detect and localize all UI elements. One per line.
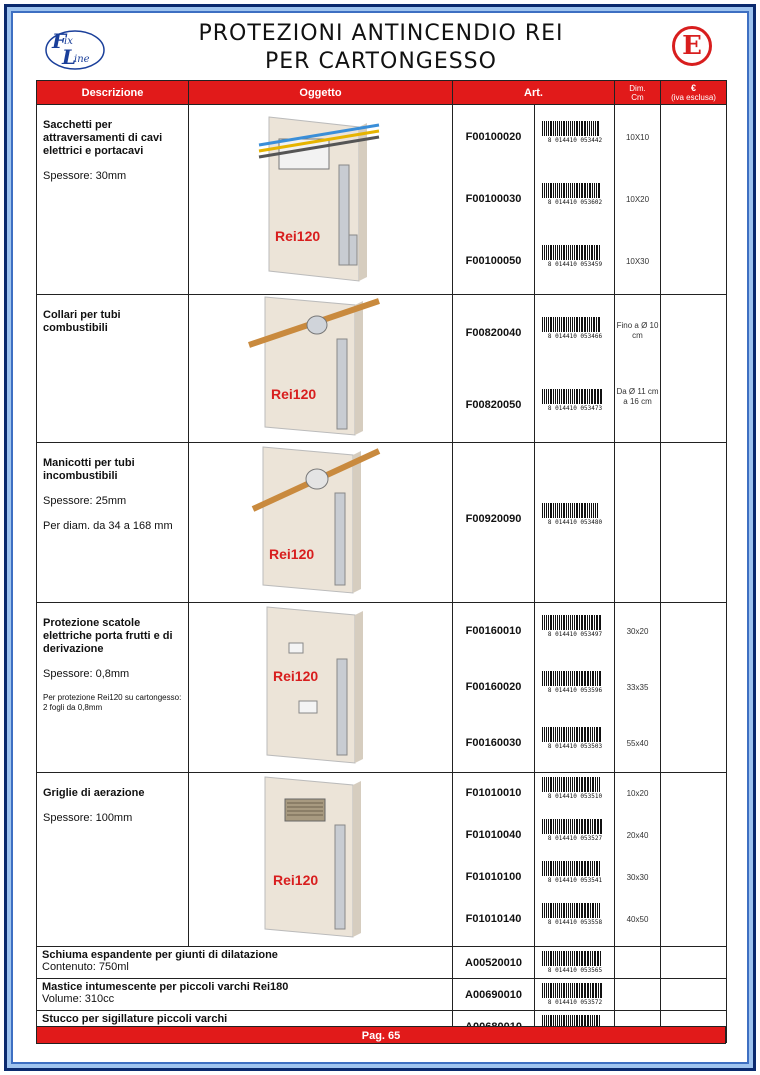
- section-spec: Spessore: 30mm: [43, 170, 127, 182]
- illustration-sleeves: [189, 443, 451, 597]
- barcode: [540, 503, 610, 525]
- section-name: Protezione scatole elettriche porta frutti e di derivazione: [43, 617, 173, 655]
- page-title: [146, 20, 616, 76]
- section-codes: [453, 443, 535, 603]
- accessory-detail: Contenuto: 750ml: [42, 961, 129, 973]
- barcode-number: 8 014410 053459: [547, 261, 603, 267]
- col-price: [661, 81, 727, 105]
- col-art: Art.: [453, 81, 615, 105]
- dimension: 10x20: [626, 789, 649, 798]
- barcode-number: 8 014410 053497: [547, 631, 603, 637]
- article-code: F00820040: [465, 327, 522, 339]
- article-code: F01010010: [465, 787, 522, 799]
- section-note: Per protezione Rei120 su cartongesso: 2 fogli da 0,8mm: [43, 693, 182, 712]
- dimension-cell: [615, 947, 661, 979]
- dimension: 55x40: [626, 739, 649, 748]
- col-oggetto: Oggetto: [189, 81, 453, 105]
- barcode-number: 8 014410 053527: [547, 835, 603, 841]
- rei120-label: Rei120: [269, 546, 315, 562]
- product-image-sleeves: [189, 443, 453, 603]
- section-description: [37, 773, 189, 947]
- rei120-label: Rei120: [273, 668, 319, 684]
- section-barcodes: [535, 603, 615, 773]
- barcode-number: 8 014410 053596: [547, 687, 603, 693]
- section-dims: [615, 295, 661, 443]
- barcode-number: 8 014410 053541: [547, 877, 603, 883]
- illustration-collars: [189, 295, 451, 437]
- barcode: [540, 903, 610, 925]
- barcode: [540, 861, 610, 883]
- barcode: [540, 983, 610, 1005]
- accessory-name: Mastice intumescente per piccoli varchi Rei180: [42, 981, 289, 993]
- accessory-row: [37, 947, 727, 979]
- accessory-description: [37, 979, 453, 1011]
- svg-text:ix: ix: [64, 36, 73, 47]
- dimension: 40x50: [626, 915, 649, 924]
- accessory-name: Stucco per sigillature piccoli varchi: [42, 1013, 228, 1025]
- product-image-grilles: [189, 773, 453, 947]
- accessory-detail: Volume: 310cc: [42, 993, 115, 1005]
- barcode-number: 8 014410 053503: [547, 743, 603, 749]
- title-line-2: PER CARTONGESSO: [265, 49, 497, 74]
- barcode-number: 8 014410 053602: [547, 199, 603, 205]
- accessory-name: Schiuma espandente per giunti di dilatazione: [42, 949, 278, 961]
- barcode: [540, 317, 610, 339]
- section-barcodes: [535, 443, 615, 603]
- article-code: F01010100: [465, 871, 522, 883]
- section-spec: Spessore: 0,8mm: [43, 668, 130, 680]
- section-row: [37, 773, 727, 947]
- barcode-number: 8 014410 053510: [547, 793, 603, 799]
- dimension-cell: [615, 979, 661, 1011]
- dimension: Fino a Ø 10 cm: [616, 321, 659, 340]
- rei120-label: Rei120: [275, 228, 321, 244]
- price-cell: [661, 773, 727, 947]
- title-line-1: PROTEZIONI ANTINCENDIO REI: [198, 21, 564, 46]
- accessory-description: [37, 947, 453, 979]
- dimension: 10X10: [625, 133, 650, 142]
- dimension: 10X20: [625, 195, 650, 204]
- illustration-boxes: [189, 603, 451, 767]
- article-code: A00520010: [453, 947, 535, 979]
- section-name: Collari per tubi combustibili: [43, 309, 121, 334]
- section-spec: Spessore: 100mm: [43, 812, 133, 824]
- barcode: [540, 121, 610, 143]
- illustration-cable-bags: [189, 105, 451, 289]
- article-code: F00920090: [465, 513, 522, 525]
- barcode-number: 8 014410 053572: [547, 999, 603, 1005]
- barcode: [540, 727, 610, 749]
- col-dim: [615, 81, 661, 105]
- section-barcodes: [535, 295, 615, 443]
- section-spec: Spessore: 25mm: [43, 495, 127, 507]
- illustration-grilles: [189, 773, 451, 941]
- barcode-number: 8 014410 053480: [547, 519, 603, 525]
- barcode: [540, 819, 610, 841]
- article-code: F00160010: [465, 625, 522, 637]
- article-code: F00100030: [465, 193, 522, 205]
- barcode-number: 8 014410 053473: [547, 405, 603, 411]
- page-header: [36, 18, 726, 80]
- price-cell: [661, 603, 727, 773]
- section-row: [37, 443, 727, 603]
- barcode: [540, 615, 610, 637]
- col-descrizione: Descrizione: [37, 81, 189, 105]
- section-name: Manicotti per tubi incombustibili: [43, 457, 135, 482]
- article-code: F00100020: [465, 131, 522, 143]
- dimension: 33x35: [626, 683, 649, 692]
- catalog-page: [36, 18, 726, 1044]
- section-description: [37, 295, 189, 443]
- accessory-row: [37, 979, 727, 1011]
- barcode: [540, 183, 610, 205]
- product-table: [36, 80, 727, 1043]
- e-badge: E: [672, 26, 712, 66]
- barcode: [540, 245, 610, 267]
- barcode-number: 8 014410 053466: [547, 333, 603, 339]
- col-price-symbol: €: [691, 82, 697, 93]
- table-header-row: [37, 81, 727, 105]
- article-code: F01010040: [465, 829, 522, 841]
- section-dims: [615, 443, 661, 603]
- price-cell: [661, 295, 727, 443]
- barcode: [540, 951, 610, 973]
- section-row: [37, 105, 727, 295]
- article-code: F01010140: [465, 913, 522, 925]
- section-barcodes: [535, 773, 615, 947]
- section-description: [37, 603, 189, 773]
- product-image-boxes: [189, 603, 453, 773]
- article-code: A00690010: [453, 979, 535, 1011]
- section-dims: [615, 773, 661, 947]
- accessory-barcode-cell: [535, 947, 615, 979]
- section-spec-2: Per diam. da 34 a 168 mm: [43, 520, 173, 532]
- section-row: [37, 295, 727, 443]
- product-image-collars: [189, 295, 453, 443]
- svg-text:F: F: [52, 29, 67, 53]
- dimension: 10X30: [625, 257, 650, 266]
- dimension: 20x40: [626, 831, 649, 840]
- price-cell: [661, 105, 727, 295]
- section-name: Griglie di aerazione: [43, 787, 145, 799]
- section-codes: [453, 603, 535, 773]
- svg-text:L: L: [62, 45, 77, 69]
- section-name: Sacchetti per attraversamenti di cavi elettrici e portacavi: [43, 119, 163, 157]
- dimension: 30x20: [626, 627, 649, 636]
- barcode: [540, 389, 610, 411]
- accessory-barcode-cell: [535, 979, 615, 1011]
- rei120-label: Rei120: [273, 872, 319, 888]
- price-cell: [661, 947, 727, 979]
- barcode: [540, 671, 610, 693]
- article-code: F00100050: [465, 255, 522, 267]
- barcode-number: 8 014410 053442: [547, 137, 603, 143]
- section-barcodes: [535, 105, 615, 295]
- col-price-note: (iva esclusa): [671, 92, 716, 102]
- product-image-cable-bags: [189, 105, 453, 295]
- page-number-bar: Pag. 65: [36, 1026, 726, 1044]
- dimension: Da Ø 11 cm a 16 cm: [616, 387, 659, 406]
- col-dim-line1: Dim.: [629, 83, 646, 93]
- section-dims: [615, 603, 661, 773]
- svg-text:ine: ine: [74, 54, 90, 65]
- section-row: [37, 603, 727, 773]
- section-description: [37, 105, 189, 295]
- col-dim-line2: Cm: [631, 92, 644, 102]
- section-codes: [453, 773, 535, 947]
- section-codes: [453, 105, 535, 295]
- price-cell: [661, 443, 727, 603]
- article-code: F00820050: [465, 399, 522, 411]
- article-code: F00160020: [465, 681, 522, 693]
- dimension: 30x30: [626, 873, 649, 882]
- barcode-number: 8 014410 053558: [547, 919, 603, 925]
- rei120-label: Rei120: [271, 386, 317, 402]
- fixline-logo: [44, 24, 106, 74]
- article-code: F00160030: [465, 737, 522, 749]
- section-description: [37, 443, 189, 603]
- barcode: [540, 777, 610, 799]
- barcode-number: 8 014410 053565: [547, 967, 603, 973]
- price-cell: [661, 979, 727, 1011]
- section-codes: [453, 295, 535, 443]
- section-dims: [615, 105, 661, 295]
